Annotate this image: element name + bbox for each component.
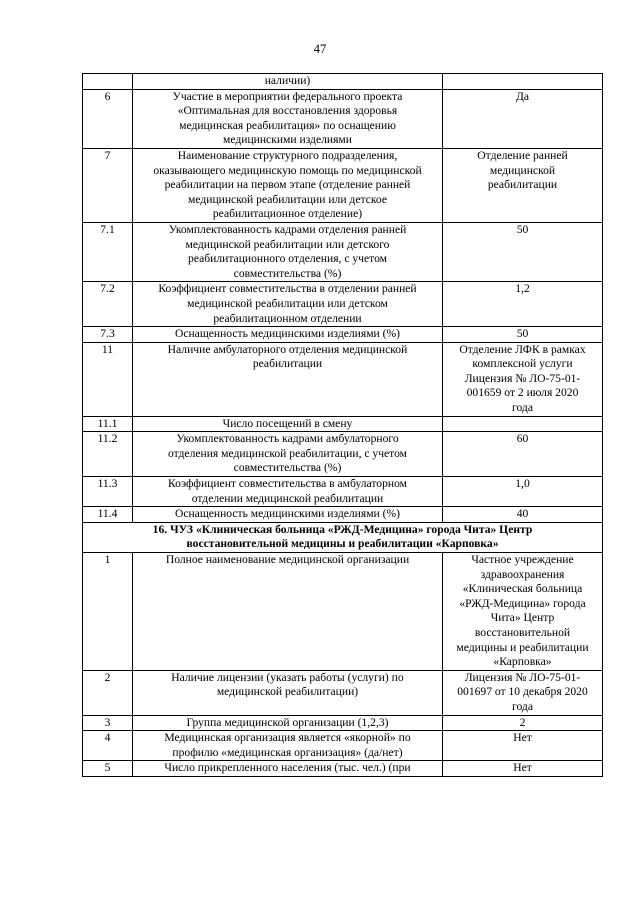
row-value: Лицензия № ЛО-75-01- 001697 от 10 декабря 2020 года (443, 670, 603, 715)
page-number: 47 (313, 42, 327, 56)
row-description: Участие в мероприятии федерального проекта «Оптимальная для восстановления здоровья медицинская реабилитация» по оснащению медицинскими изделиями (133, 89, 443, 148)
row-value: Нет (443, 731, 603, 761)
row-number: 2 (83, 670, 133, 715)
row-value: 50 (443, 327, 603, 343)
table-row (83, 731, 603, 761)
row-number: 5 (83, 761, 133, 777)
row-description: Коэффициент совместительства в амбулаторном отделении медицинской реабилитации (133, 477, 443, 507)
row-description: наличии) (133, 74, 443, 90)
table-row (83, 327, 603, 343)
row-number: 6 (83, 89, 133, 148)
table-row (83, 432, 603, 477)
table-row (83, 761, 603, 777)
table-row (83, 507, 603, 523)
row-value: 40 (443, 507, 603, 523)
row-value: Нет (443, 761, 603, 777)
table-row (83, 670, 603, 715)
table-row (83, 715, 603, 731)
row-value: 50 (443, 222, 603, 281)
row-description: Полное наименование медицинской организации (133, 553, 443, 671)
row-number: 7.3 (83, 327, 133, 343)
row-number: 11.4 (83, 507, 133, 523)
row-number (83, 74, 133, 90)
row-number: 7 (83, 148, 133, 222)
row-number: 11 (83, 342, 133, 416)
row-value: 1,0 (443, 477, 603, 507)
section-header-row (83, 522, 603, 552)
table-row (83, 148, 603, 222)
row-description: Коэффициент совместительства в отделении ранней медицинской реабилитации или детском реабилитационном отделении (133, 282, 443, 327)
row-number: 11.3 (83, 477, 133, 507)
row-value: Частное учреждение здравоохранения «Клиническая больница «РЖД-Медицина» города Чита» Центр восстановительной медицины и реабилитации «Карповка» (443, 553, 603, 671)
row-value: Да (443, 89, 603, 148)
row-description: Число посещений в смену (133, 416, 443, 432)
facility-table (82, 73, 603, 777)
table-row (83, 342, 603, 416)
row-description: Наименование структурного подразделения, оказывающего медицинскую помощь по медицинской реабилитации на первом этапе (отделение ранней медицинской реабилитации или детское реабилитационное отделение) (133, 148, 443, 222)
row-description: Медицинская организация является «якорной» по профилю «медицинская организация» (да/нет) (133, 731, 443, 761)
table-row (83, 416, 603, 432)
table-row (83, 89, 603, 148)
row-number: 3 (83, 715, 133, 731)
row-value: 2 (443, 715, 603, 731)
row-value: Отделение ранней медицинской реабилитации (443, 148, 603, 222)
row-number: 7.2 (83, 282, 133, 327)
table-row (83, 282, 603, 327)
row-description: Укомплектованность кадрами отделения ранней медицинской реабилитации или детского реабилитационного отделения, с учетом совместительства (%) (133, 222, 443, 281)
row-description: Укомплектованность кадрами амбулаторного отделения медицинской реабилитации, с учетом совместительства (%) (133, 432, 443, 477)
section-title: 16. ЧУЗ «Клиническая больница «РЖД-Медицина» города Чита» Центр восстановительной медицины и реабилитации «Карповка» (83, 522, 603, 552)
row-number: 1 (83, 553, 133, 671)
row-number: 7.1 (83, 222, 133, 281)
table-row (83, 222, 603, 281)
row-value: 1,2 (443, 282, 603, 327)
row-number: 11.2 (83, 432, 133, 477)
row-description: Группа медицинской организации (1,2,3) (133, 715, 443, 731)
table-row (83, 477, 603, 507)
row-description: Наличие лицензии (указать работы (услуги) по медицинской реабилитации) (133, 670, 443, 715)
row-value: 60 (443, 432, 603, 477)
row-number: 4 (83, 731, 133, 761)
row-number: 11.1 (83, 416, 133, 432)
row-value: Отделение ЛФК в рамках комплексной услуги Лицензия № ЛО-75-01- 001659 от 2 июля 2020 года (443, 342, 603, 416)
row-description: Число прикрепленного населения (тыс. чел.) (при (133, 761, 443, 777)
table-row (83, 74, 603, 90)
row-value (443, 74, 603, 90)
row-description: Оснащенность медицинскими изделиями (%) (133, 507, 443, 523)
row-value (443, 416, 603, 432)
row-description: Наличие амбулаторного отделения медицинской реабилитации (133, 342, 443, 416)
table-row (83, 553, 603, 671)
row-description: Оснащенность медицинскими изделиями (%) (133, 327, 443, 343)
